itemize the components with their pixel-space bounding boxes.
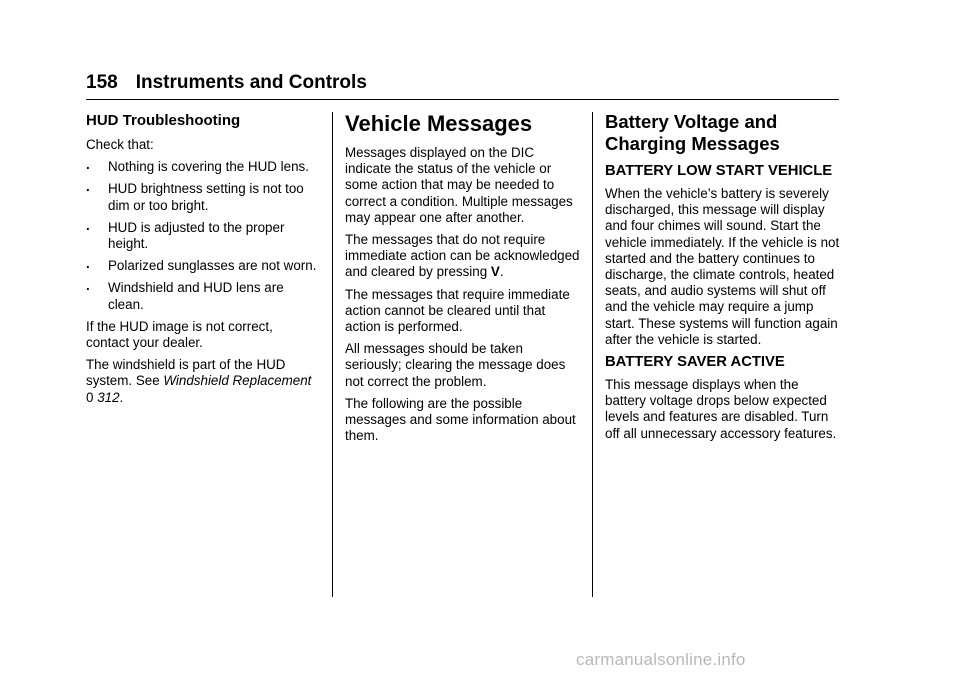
battery-saver-heading: BATTERY SAVER ACTIVE	[605, 354, 785, 371]
column-divider-2	[592, 112, 593, 597]
list-item: . Windshield and HUD lens are clean.	[86, 278, 284, 312]
section-title: Instruments and Controls	[135, 72, 367, 93]
battery-voltage-heading: Battery Voltage and Charging Messages	[605, 111, 780, 154]
paragraph: The messages that do not require immediate action can be acknowledged and cleared by pressing V.	[345, 232, 580, 280]
page-header	[86, 72, 367, 94]
paragraph: All messages should be taken seriously; clearing the message does not correct the problem.	[345, 341, 566, 389]
paragraph: Messages displayed on the DIC indicate the status of the vehicle or some action that may be needed to correct a condition. Multiple messages may appear one after another.	[345, 145, 573, 225]
page-ref-number[interactable]: 312	[97, 389, 120, 405]
header-rule	[86, 99, 839, 100]
vehicle-messages-heading: Vehicle Messages	[345, 111, 533, 136]
checkmark-button-icon: V	[490, 264, 500, 280]
list-item: . HUD is adjusted to the proper height.	[86, 217, 285, 252]
column-hud-troubleshooting	[86, 112, 318, 412]
page-number: 158	[86, 72, 118, 93]
windshield-replacement-link[interactable]: Windshield Replacement	[163, 373, 312, 389]
bullet-icon: .	[86, 217, 90, 233]
paragraph: The following are the possible messages and some information about them.	[345, 395, 576, 444]
battery-low-heading: BATTERY LOW START VEHICLE	[605, 163, 833, 179]
list-item: . HUD brightness setting is not too dim or too bright.	[86, 179, 304, 213]
battery-saver-text: This message displays when the battery voltage drops below expected levels and features are disabled. Turn off all unnecessary accessory features.	[605, 377, 837, 441]
hud-troubleshooting-heading: HUD Troubleshooting	[86, 112, 241, 129]
list-item: . Polarized sunglasses are not worn.	[86, 256, 317, 274]
watermark: carmanualsonline.info	[576, 650, 746, 669]
battery-low-text: When the vehicle’s battery is severely discharged, this message will display and four chimes will sound. Start the vehicle immediately. If the vehicle is not started and the battery continues to discharge, the climate controls, heated seats, and audio systems will shut off and the vehicle may require a jump start. These systems will function again after the vehicle is started.	[605, 186, 840, 347]
bullet-icon: .	[86, 157, 90, 173]
bullet-icon: .	[86, 256, 90, 272]
column-battery-messages	[605, 112, 841, 448]
dealer-paragraph: If the HUD image is not correct, contact your dealer.	[86, 318, 273, 351]
list-item: . Nothing is covering the HUD lens.	[86, 157, 309, 175]
bullet-icon: .	[86, 179, 90, 195]
check-intro: Check that:	[86, 137, 154, 152]
windshield-paragraph: The windshield is part of the HUD system. See Windshield Replacement 0 312.	[86, 357, 312, 405]
column-vehicle-messages	[345, 112, 581, 450]
paragraph: The messages that require immediate action cannot be cleared until that action is performed.	[345, 286, 570, 335]
checklist	[86, 159, 318, 313]
column-divider-1	[332, 112, 333, 597]
bullet-icon: .	[86, 278, 90, 294]
page-ref-icon: 0	[86, 389, 94, 405]
